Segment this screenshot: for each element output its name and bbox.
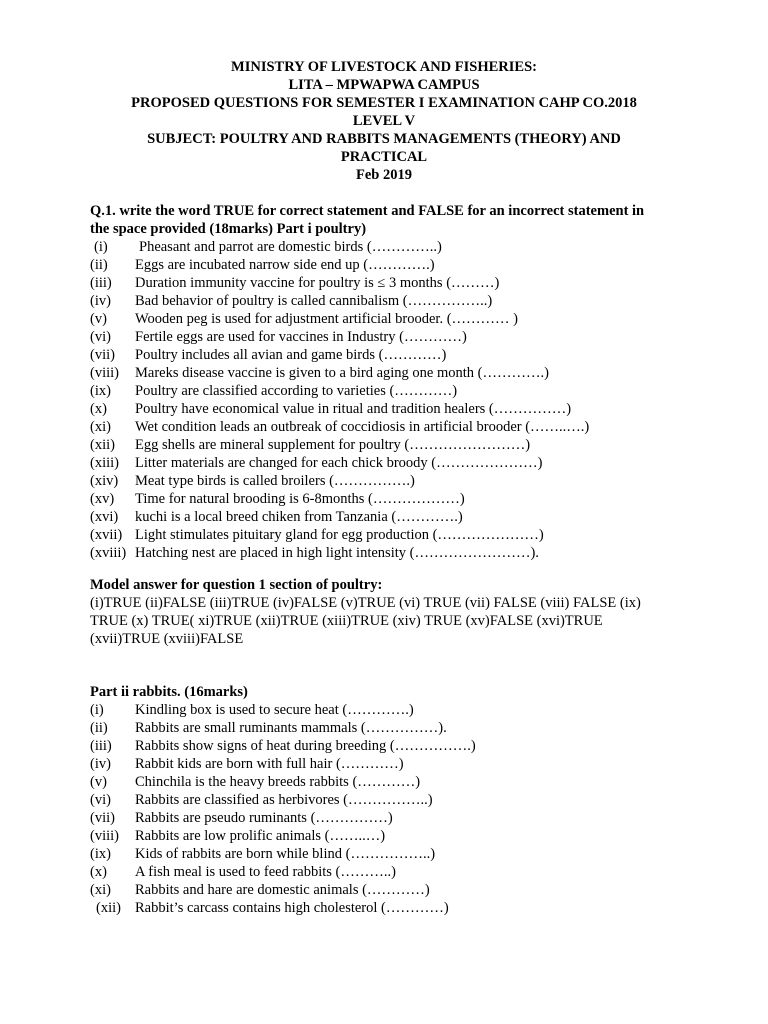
item-statement: Hatching nest are placed in high light intensity (……………………). bbox=[135, 545, 539, 561]
item-statement: Mareks disease vaccine is given to a bird aging one month (………….) bbox=[135, 365, 549, 381]
list-item bbox=[90, 508, 690, 526]
list-item bbox=[90, 238, 690, 256]
item-statement: kuchi is a local breed chiken from Tanzania (………….) bbox=[135, 509, 463, 525]
item-statement: Eggs are incubated narrow side end up (………….) bbox=[135, 257, 435, 273]
item-number: (xvii) bbox=[90, 527, 123, 543]
list-item bbox=[90, 346, 690, 364]
question-1-heading bbox=[90, 202, 690, 238]
item-statement: Rabbit’s carcass contains high cholesterol (…………) bbox=[135, 900, 449, 916]
item-number: (xi) bbox=[90, 882, 111, 898]
list-item bbox=[90, 881, 690, 899]
item-statement: Bad behavior of poultry is called cannibalism (……………..) bbox=[135, 293, 493, 309]
item-number: (xiii) bbox=[90, 455, 119, 471]
question-1-heading-line: Q.1. write the word TRUE for correct statement and FALSE for an incorrect statement in bbox=[90, 203, 645, 219]
item-statement: Rabbits are small ruminants mammals (……………). bbox=[135, 720, 447, 736]
item-number: (viii) bbox=[90, 365, 119, 381]
item-number: (iv) bbox=[90, 756, 111, 772]
ministry-title: MINISTRY OF LIVESTOCK AND FISHERIES: bbox=[231, 59, 537, 75]
item-statement: Meat type birds is called broilers (…………….) bbox=[135, 473, 415, 489]
list-item bbox=[90, 899, 690, 917]
item-statement: Rabbits and hare are domestic animals (…………) bbox=[135, 882, 430, 898]
item-statement: Rabbits show signs of heat during breeding (…………….) bbox=[135, 738, 476, 754]
list-item bbox=[90, 526, 690, 544]
item-statement: Egg shells are mineral supplement for poultry (……………………) bbox=[135, 437, 531, 453]
level-title: LEVEL V bbox=[352, 113, 416, 129]
list-item bbox=[90, 454, 690, 472]
item-number: (i) bbox=[94, 239, 108, 255]
item-statement: Light stimulates pituitary gland for egg production (…………………) bbox=[135, 527, 544, 543]
item-statement: Fertile eggs are used for vaccines in Industry (…………) bbox=[135, 329, 467, 345]
item-number: (i) bbox=[90, 702, 104, 718]
list-item bbox=[90, 773, 690, 791]
item-statement: Rabbit kids are born with full hair (…………) bbox=[135, 756, 404, 772]
list-item bbox=[90, 791, 690, 809]
list-item bbox=[90, 292, 690, 310]
item-number: (vii) bbox=[90, 810, 115, 826]
document-header bbox=[60, 58, 708, 184]
item-number: (v) bbox=[90, 774, 107, 790]
list-item bbox=[90, 256, 690, 274]
item-statement: Poultry are classified according to varieties (…………) bbox=[135, 383, 458, 399]
item-number: (ii) bbox=[90, 720, 108, 736]
item-number: (xi) bbox=[90, 419, 111, 435]
list-item bbox=[90, 845, 690, 863]
list-item bbox=[90, 382, 690, 400]
model-answer-line: TRUE (x) TRUE( xi)TRUE (xii)TRUE (xiii)TRUE (xiv) TRUE (xv)FALSE (xvi)TRUE bbox=[90, 613, 603, 629]
list-item bbox=[90, 364, 690, 382]
subject-title-continued: PRACTICAL bbox=[340, 149, 428, 165]
item-number: (ix) bbox=[90, 383, 111, 399]
item-number: (xviii) bbox=[90, 545, 127, 561]
list-item bbox=[90, 310, 690, 328]
item-statement: Wet condition leads an outbreak of coccidiosis in artificial brooder (……..….) bbox=[135, 419, 590, 435]
item-number: (x) bbox=[90, 401, 107, 417]
list-item bbox=[90, 863, 690, 881]
item-number: (v) bbox=[90, 311, 107, 327]
item-statement: Litter materials are changed for each chick broody (…………………) bbox=[135, 455, 543, 471]
item-number: (viii) bbox=[90, 828, 119, 844]
question-1-heading-line: the space provided (18marks) Part i poultry) bbox=[90, 221, 367, 237]
item-number: (x) bbox=[90, 864, 107, 880]
question-1-section bbox=[90, 202, 690, 562]
campus-title: LITA – MPWAPWA CAMPUS bbox=[288, 77, 480, 93]
list-item bbox=[90, 400, 690, 418]
list-item bbox=[90, 737, 690, 755]
exam-title: PROPOSED QUESTIONS FOR SEMESTER I EXAMINATION CAHP CO.2018 bbox=[131, 95, 637, 111]
item-statement: Wooden peg is used for adjustment artificial brooder. (………… ) bbox=[135, 311, 518, 327]
item-statement: Time for natural brooding is 6-8months (………………) bbox=[135, 491, 465, 507]
item-number: (iii) bbox=[90, 275, 112, 291]
part-2-section bbox=[90, 683, 690, 917]
item-statement: Rabbits are pseudo ruminants (……………) bbox=[135, 810, 393, 826]
item-statement: Chinchila is the heavy breeds rabbits (…………) bbox=[135, 774, 421, 790]
item-statement: Pheasant and parrot are domestic birds (…………..) bbox=[139, 239, 442, 255]
model-answer-section bbox=[90, 576, 690, 648]
item-number: (xv) bbox=[90, 491, 115, 507]
list-item bbox=[90, 472, 690, 490]
item-number: (vi) bbox=[90, 792, 111, 808]
subject-title: SUBJECT: POULTRY AND RABBITS MANAGEMENTS (THEORY) AND bbox=[147, 131, 621, 147]
list-item bbox=[90, 274, 690, 292]
model-answer-heading: Model answer for question 1 section of poultry: bbox=[90, 577, 383, 593]
item-statement: Kindling box is used to secure heat (………….) bbox=[135, 702, 414, 718]
part-2-heading: Part ii rabbits. (16marks) bbox=[90, 684, 248, 700]
item-number: (ii) bbox=[90, 257, 108, 273]
item-number: (xii) bbox=[96, 900, 121, 916]
list-item bbox=[90, 809, 690, 827]
list-item bbox=[90, 328, 690, 346]
list-item bbox=[90, 436, 690, 454]
item-statement: Poultry have economical value in ritual and tradition healers (……………) bbox=[135, 401, 572, 417]
item-statement: Poultry includes all avian and game birds (…………) bbox=[135, 347, 447, 363]
item-statement: Duration immunity vaccine for poultry is ≤ 3 months (………) bbox=[135, 275, 500, 291]
item-statement: A fish meal is used to feed rabbits (………..) bbox=[135, 864, 396, 880]
item-number: (iv) bbox=[90, 293, 111, 309]
item-statement: Rabbits are classified as herbivores (……………..) bbox=[135, 792, 433, 808]
list-item bbox=[90, 418, 690, 436]
model-answer-line: (i)TRUE (ii)FALSE (iii)TRUE (iv)FALSE (v)TRUE (vi) TRUE (vii) FALSE (viii) FALSE (ix) bbox=[90, 595, 641, 611]
item-number: (xvi) bbox=[90, 509, 119, 525]
part-2-list bbox=[90, 701, 690, 917]
list-item bbox=[90, 701, 690, 719]
item-number: (xii) bbox=[90, 437, 115, 453]
item-number: (iii) bbox=[90, 738, 112, 754]
item-number: (ix) bbox=[90, 846, 111, 862]
list-item bbox=[90, 719, 690, 737]
item-statement: Rabbits are low prolific animals (……..…) bbox=[135, 828, 386, 844]
model-answer-line: (xvii)TRUE (xviii)FALSE bbox=[90, 631, 244, 647]
list-item bbox=[90, 827, 690, 845]
item-statement: Kids of rabbits are born while blind (……………..) bbox=[135, 846, 436, 862]
list-item bbox=[90, 490, 690, 508]
exam-date: Feb 2019 bbox=[356, 167, 412, 183]
item-number: (xiv) bbox=[90, 473, 119, 489]
item-number: (vii) bbox=[90, 347, 115, 363]
list-item bbox=[90, 544, 690, 562]
question-1-list bbox=[90, 238, 690, 562]
item-number: (vi) bbox=[90, 329, 111, 345]
list-item bbox=[90, 755, 690, 773]
